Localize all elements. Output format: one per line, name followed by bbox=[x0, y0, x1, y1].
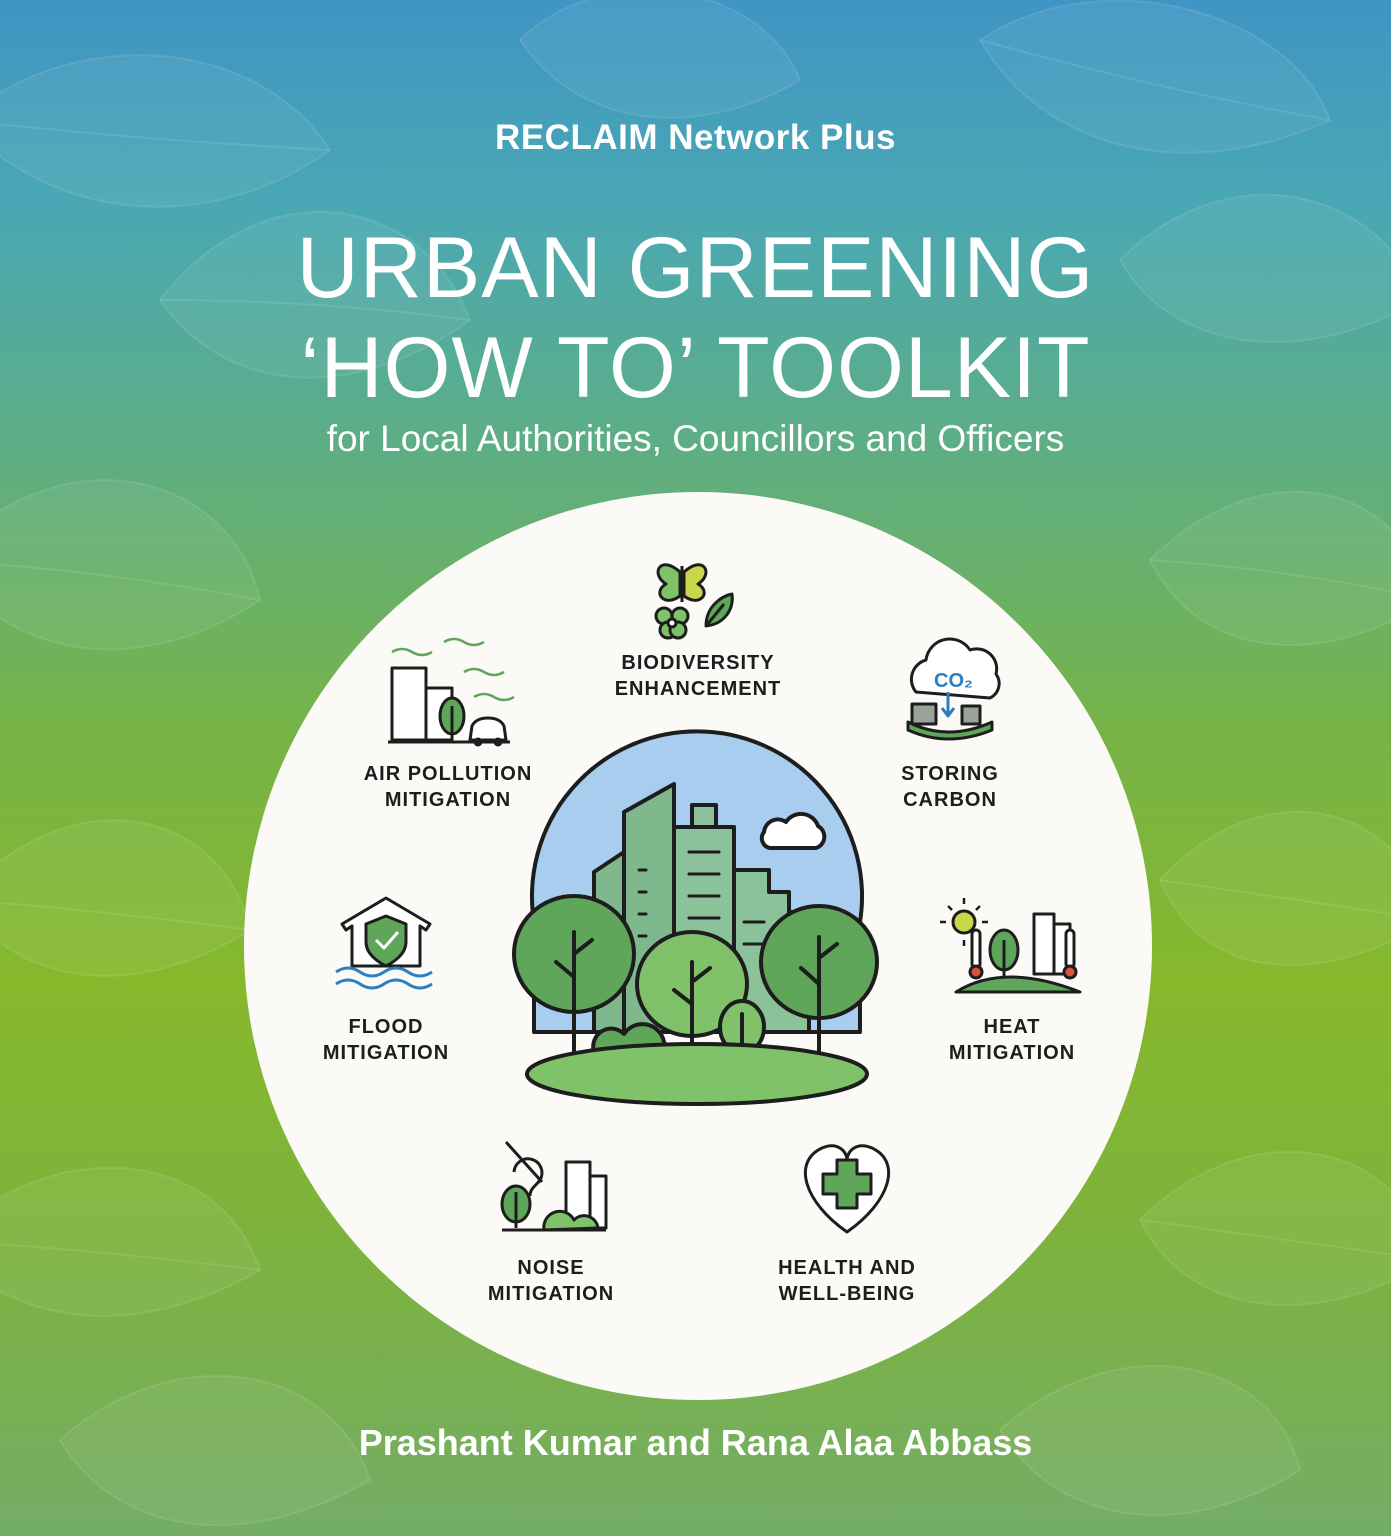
authors: Prashant Kumar and Rana Alaa Abbass bbox=[358, 1422, 1033, 1463]
benefit-health-wellbeing-line2: WELL-BEING bbox=[778, 1283, 916, 1305]
benefit-flood-mitigation bbox=[256, 1014, 516, 1066]
benefits-illustration bbox=[244, 492, 1152, 1400]
house-shield-water-icon bbox=[336, 898, 432, 988]
sun-thermometer-city-icon bbox=[940, 898, 1080, 992]
benefit-heat-mitigation-line1: HEAT bbox=[983, 1016, 1041, 1038]
benefit-health-wellbeing bbox=[717, 1255, 977, 1307]
benefit-biodiversity-line1: BIODIVERSITY bbox=[621, 652, 775, 674]
co2-cloud-icon bbox=[908, 639, 999, 739]
benefit-noise-mitigation-line1: NOISE bbox=[517, 1257, 585, 1279]
benefit-storing-carbon-line2: CARBON bbox=[903, 789, 997, 811]
title-line-1: URBAN GREENING bbox=[296, 220, 1095, 316]
benefit-noise-mitigation bbox=[421, 1255, 681, 1307]
network-name: RECLAIM Network Plus bbox=[495, 118, 896, 157]
benefit-storing-carbon bbox=[820, 761, 1080, 813]
benefit-air-pollution-line1: AIR POLLUTION bbox=[363, 763, 533, 785]
muted-ear-city-icon bbox=[502, 1142, 606, 1230]
benefit-flood-mitigation-line2: MITIGATION bbox=[322, 1042, 450, 1064]
butterfly-flower-leaf-icon bbox=[656, 565, 732, 638]
heart-cross-icon bbox=[805, 1146, 888, 1232]
subtitle: for Local Authorities, Councillors and Officers bbox=[326, 418, 1065, 459]
benefit-noise-mitigation-line2: MITIGATION bbox=[487, 1283, 615, 1305]
benefit-heat-mitigation bbox=[882, 1014, 1142, 1066]
benefit-biodiversity-line2: ENHANCEMENT bbox=[614, 678, 782, 700]
benefit-biodiversity bbox=[568, 650, 828, 702]
city-car-air-icon bbox=[388, 639, 514, 745]
svg-text:CO₂: CO₂ bbox=[934, 670, 973, 692]
benefit-air-pollution-line2: MITIGATION bbox=[384, 789, 512, 811]
benefit-storing-carbon-line1: STORING bbox=[901, 763, 999, 785]
benefit-flood-mitigation-line1: FLOOD bbox=[348, 1016, 424, 1038]
benefit-air-pollution bbox=[318, 761, 578, 813]
benefit-health-wellbeing-line1: HEALTH AND bbox=[778, 1257, 916, 1279]
benefit-heat-mitigation-line2: MITIGATION bbox=[948, 1042, 1076, 1064]
title-line-2: ‘HOW TO’ TOOLKIT bbox=[300, 320, 1091, 416]
